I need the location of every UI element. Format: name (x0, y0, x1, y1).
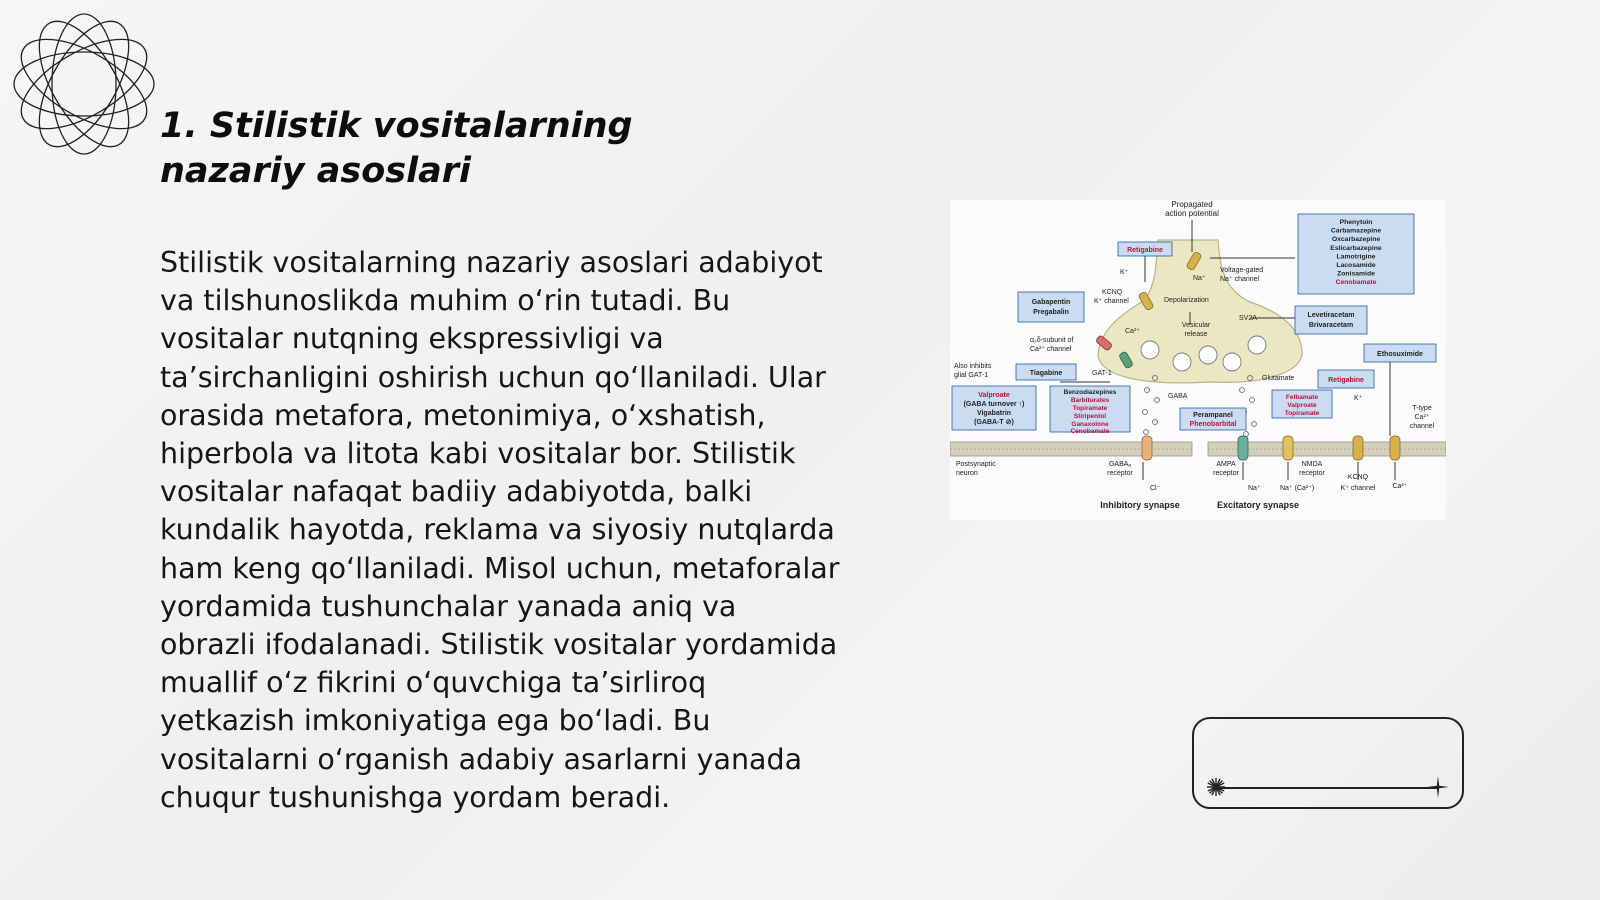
label-k-channel: K⁺ channel (1094, 298, 1129, 305)
label-neuron: neuron (956, 470, 978, 477)
label-t-type-ca: Ca²⁺ (1414, 414, 1430, 421)
label-perampanel: Perampanel (1193, 412, 1233, 419)
label-vigabatrin: Vigabatrin (976, 410, 1012, 417)
label-ca-plus: Ca²⁺ (1125, 328, 1140, 335)
label-stiripentol: Stiripentol (1073, 413, 1107, 420)
label-ca-bottom: Ca²⁺ (1392, 483, 1408, 490)
label-excitatory-synapse: Excitatory synapse (1216, 500, 1300, 510)
label-topiramate2: Topiramate (1284, 410, 1320, 417)
label-inhibitory-synapse: Inhibitory synapse (1100, 500, 1180, 510)
label-benzodiazepines: Benzodiazepines (1063, 389, 1117, 396)
label-alpha-subunit: α₂δ-subunit of (1030, 337, 1074, 344)
label-also-inhibits: Also inhibits (954, 363, 992, 370)
label-depolarization: Depolarization (1164, 297, 1209, 304)
label-felbamate: Felbamate (1285, 394, 1319, 401)
label-postsynaptic: Postsynaptic (956, 461, 996, 468)
starburst-icon (1204, 775, 1228, 799)
slide-title: 1. Stilistik vositalarning nazariy asoslari (160, 106, 633, 191)
label-gaba-t: (GABA-T ⊘) (974, 419, 1014, 426)
synapse-diagram (950, 200, 1446, 520)
label-release: release (1184, 331, 1208, 338)
label-gaba: GABA (1168, 393, 1188, 400)
label-kcnq-top: KCNQ (1102, 289, 1123, 296)
label-propagated: Propagated (1171, 200, 1213, 209)
label-gaba-a: GABAₐ (1108, 461, 1132, 468)
frame-line (1216, 787, 1438, 789)
label-t-type-channel: channel (1409, 423, 1435, 430)
sodium-drug-label: Eslicarbazepine (1330, 244, 1382, 252)
label-gat1: GAT-1 (1092, 370, 1112, 377)
sodium-drug-label: Phenytoin (1339, 219, 1373, 226)
label-nmda-receptor: receptor (1299, 470, 1325, 477)
sodium-drug-label: Lamotrigine (1336, 253, 1376, 261)
label-gabapentin: Gabapentin (1031, 299, 1071, 306)
label-vesicular: Vesicular (1181, 322, 1211, 329)
label-nmda: NMDA (1301, 461, 1323, 468)
label-levetiracetam: Levetiracetam (1307, 312, 1355, 319)
sodium-drug-label: Zonisamide (1337, 270, 1375, 278)
label-k-channel-bottom: K⁺ channel (1340, 485, 1376, 492)
label-valproate2: Valproate (1287, 402, 1317, 409)
label-ca-channel: Ca²⁺ channel (1030, 346, 1072, 353)
slide-body-text: Stilistik vositalarning nazariy asoslari adabiyot va tilshunoslikda muhim o‘rin tutadi. Bu vositalar nutqning ekspressivligi va ta’sirchanligini oshirish uchun qo‘llaniladi. Ular orasida metafora, metonimiya, o‘xshatish, hiperbola va litota kabi vositalar bor. Stilistik vositalar nafaqat badiiy adabiyotda, balki kundalik hayotda, reklama va siyosiy nutqlarda ham keng qo‘llaniladi. Misol uchun, metaforalar yordamida tushunchalar yanada aniq va obrazli ifodalanadi. Stilistik vositalar yordamida muallif o‘z fikrini o‘quvchiga ta’sirliroq yetkazish imkoniyatiga ega bo‘ladi. Bu vositalarni o‘rganish adabiy asarlarni yanada chuqur tushunishga yordam beradi. (160, 246, 840, 814)
label-cenobamate: Cenobamate (1335, 279, 1377, 287)
label-barbiturates: Barbiturates (1070, 397, 1110, 404)
label-k-plus: K⁺ (1120, 269, 1129, 276)
decorative-frame (1192, 717, 1464, 809)
label-t-type: T-type (1412, 405, 1432, 412)
label-sv2a: SV2A (1239, 315, 1257, 322)
label-glutamate: Glutamate (1262, 375, 1295, 382)
label-cenobamate2: Cenobamate (1070, 428, 1110, 435)
label-topiramate: Topiramate (1072, 405, 1108, 412)
label-na-ca: Na⁺ (Ca²⁺) (1280, 485, 1315, 492)
label-na-channel: Na⁺ channel (1220, 276, 1260, 283)
label-voltage-gated: Voltage-gated (1220, 267, 1264, 274)
label-action-potential: action potential (1165, 209, 1219, 218)
cross-sparkle-icon (1426, 775, 1450, 799)
label-valproate: Valproate (978, 392, 1010, 399)
synapse-diagram-svg (950, 200, 1446, 520)
label-glial-gat1: glial GAT-1 (954, 372, 989, 379)
label-kcnq-bottom: KCNQ (1347, 474, 1369, 481)
label-tiagabine: Tiagabine (1029, 370, 1063, 377)
label-gaba-turnover: (GABA turnover ↑) (963, 401, 1025, 408)
sodium-drug-label: Carbamazepine (1330, 227, 1382, 235)
label-ampa-receptor: receptor (1213, 470, 1239, 477)
label-cl-minus: Cl⁻ (1150, 485, 1161, 492)
label-gaba-a-receptor: receptor (1107, 470, 1133, 477)
label-ampa: AMPA (1216, 461, 1236, 468)
label-retigabine: Retigabine (1127, 247, 1163, 254)
label-pregabalin: Pregabalin (1033, 309, 1069, 316)
label-k-plus-2: K⁺ (1354, 395, 1363, 402)
sodium-drug-label: Oxcarbazepine (1331, 236, 1381, 244)
label-ampa-na: Na⁺ (1248, 485, 1261, 492)
label-phenobarbital: Phenobarbital (1189, 421, 1237, 428)
label-retigabine-2: Retigabine (1328, 377, 1364, 384)
label-ethosuximide: Ethosuximide (1377, 351, 1423, 358)
label-ganaxolone: Ganaxolone (1071, 421, 1109, 428)
sodium-drug-label: Lacosamide (1336, 262, 1376, 269)
spirograph-logo-icon (10, 10, 158, 158)
label-brivaracetam: Brivaracetam (1308, 322, 1354, 329)
label-na-plus: Na⁺ (1193, 275, 1206, 282)
